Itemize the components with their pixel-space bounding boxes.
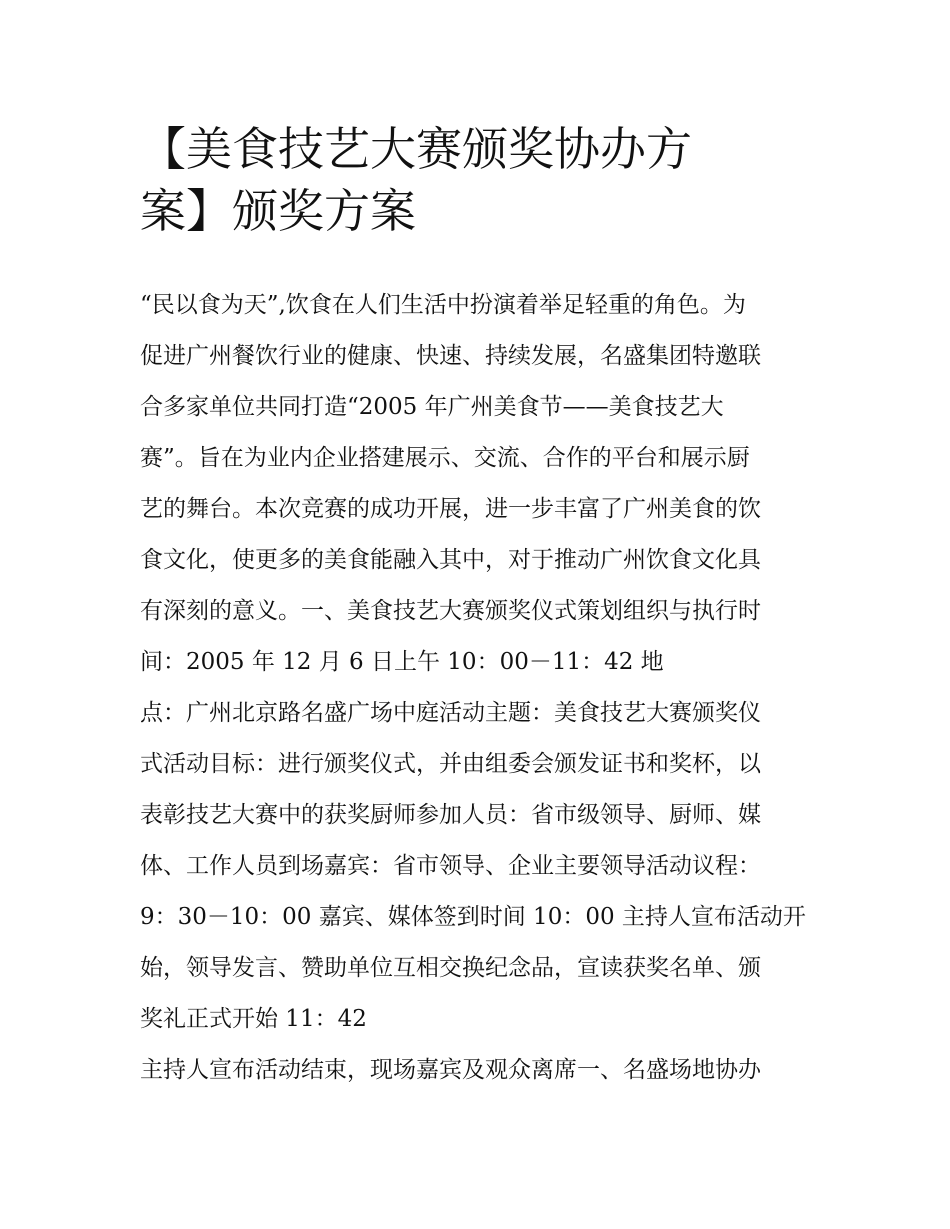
body-line: 促进广州餐饮行业的健康、快速、持续发展，名盛集团特邀联	[140, 343, 761, 369]
body-line: 食文化，使更多的美食能融入其中，对于推动广州饮食文化具	[140, 547, 761, 573]
body-line: 表彰技艺大赛中的获奖厨师参加人员：省市级领导、厨师、媒	[140, 802, 761, 828]
title-line: 【美食技艺大赛颁奖协办方	[140, 122, 692, 176]
body-line: 主持人宣布活动结束，现场嘉宾及观众离席一、名盛场地协办	[140, 1057, 761, 1083]
document-title	[140, 118, 820, 242]
body-line: 始，领导发言、赞助单位互相交换纪念品，宣读获奖名单、颁	[140, 955, 761, 981]
body-line: “民以食为天”,饮食在人们生活中扮演着举足轻重的角色。为	[140, 292, 746, 318]
body-line: 点：广州北京路名盛广场中庭活动主题：美食技艺大赛颁奖仪	[140, 700, 761, 726]
body-line: 体、工作人员到场嘉宾：省市领导、企业主要领导活动议程：	[140, 853, 761, 879]
body-line: 间：2005 年 12 月 6 日上午 10：00－11：42 地	[140, 649, 664, 675]
body-line: 式活动目标：进行颁奖仪式，并由组委会颁发证书和奖杯，以	[140, 751, 761, 777]
body-line: 9：30－10：00 嘉宾、媒体签到时间 10：00 主持人宣布活动开	[140, 904, 806, 930]
body-line: 赛”。旨在为业内企业搭建展示、交流、合作的平台和展示厨	[140, 445, 750, 471]
body-line: 艺的舞台。本次竞赛的成功开展，进一步丰富了广州美食的饮	[140, 496, 761, 522]
body-line: 奖礼正式开始 11：42	[140, 1006, 367, 1032]
body-line: 有深刻的意义。一、美食技艺大赛颁奖仪式策划组织与执行时	[140, 598, 761, 624]
title-line: 案】颁奖方案	[140, 184, 416, 238]
document-body	[140, 280, 820, 1096]
body-line: 合多家单位共同打造“2005 年广州美食节——美食技艺大	[140, 394, 724, 420]
